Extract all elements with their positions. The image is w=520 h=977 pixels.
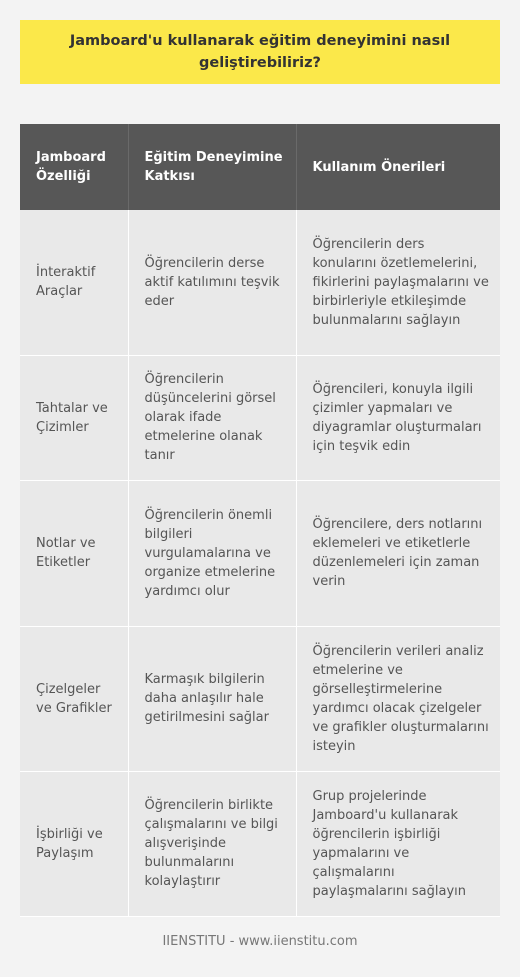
footer-credit: IIENSTITU - www.iienstitu.com	[162, 934, 358, 949]
cell-feature: Çizelgeler ve Grafikler	[20, 626, 128, 771]
cell-contribution: Öğrencilerin birlikte çalışmalarını ve bilgi alışverişinde bulunmalarını kolaylaştırır	[128, 771, 296, 916]
table-row	[20, 355, 500, 480]
cell-suggestion: Öğrencilerin ders konularını özetlemelerini, fikirlerini paylaşmalarını ve birbirleriyle etkileşimde bulunmalarını sağlayın	[296, 210, 500, 355]
header-feature: Jamboard Özelliği	[20, 124, 128, 210]
cell-suggestion: Öğrencilerin verileri analiz etmelerine ve görselleştirmelerine yardımcı olacak çizelgeler ve grafikler oluşturmalarını isteyin	[296, 626, 500, 771]
cell-contribution: Öğrencilerin derse aktif katılımını teşvik eder	[128, 210, 296, 355]
table-row	[20, 626, 500, 771]
cell-feature: Notlar ve Etiketler	[20, 480, 128, 626]
cell-feature: İşbirliği ve Paylaşım	[20, 771, 128, 916]
feature-table	[20, 124, 500, 917]
page-title: Jamboard'u kullanarak eğitim deneyimini nasıl geliştirebiliriz?	[69, 33, 451, 71]
table-row	[20, 771, 500, 916]
cell-contribution: Karmaşık bilgilerin daha anlaşılır hale getirilmesini sağlar	[128, 626, 296, 771]
cell-suggestion: Öğrencilere, ders notlarını eklemeleri ve etiketlerle düzenlemeleri için zaman verin	[296, 480, 500, 626]
header-contribution: Eğitim Deneyimine Katkısı	[128, 124, 296, 210]
cell-suggestion: Grup projelerinde Jamboard'u kullanarak öğrencilerin işbirliği yapmalarını ve çalışmalarını paylaşmalarını sağlayın	[296, 771, 500, 916]
cell-feature: Tahtalar ve Çizimler	[20, 355, 128, 480]
cell-suggestion: Öğrencileri, konuyla ilgili çizimler yapmaları ve diyagramlar oluşturmaları için teşvik edin	[296, 355, 500, 480]
table-row	[20, 480, 500, 626]
cell-contribution: Öğrencilerin önemli bilgileri vurgulamalarına ve organize etmelerine yardımcı olur	[128, 480, 296, 626]
header-suggestions: Kullanım Önerileri	[296, 124, 500, 210]
table-row	[20, 210, 500, 355]
cell-contribution: Öğrencilerin düşüncelerini görsel olarak ifade etmelerine olanak tanır	[128, 355, 296, 480]
title-banner	[20, 20, 500, 84]
cell-feature: İnteraktif Araçlar	[20, 210, 128, 355]
table-header-row	[20, 124, 500, 210]
